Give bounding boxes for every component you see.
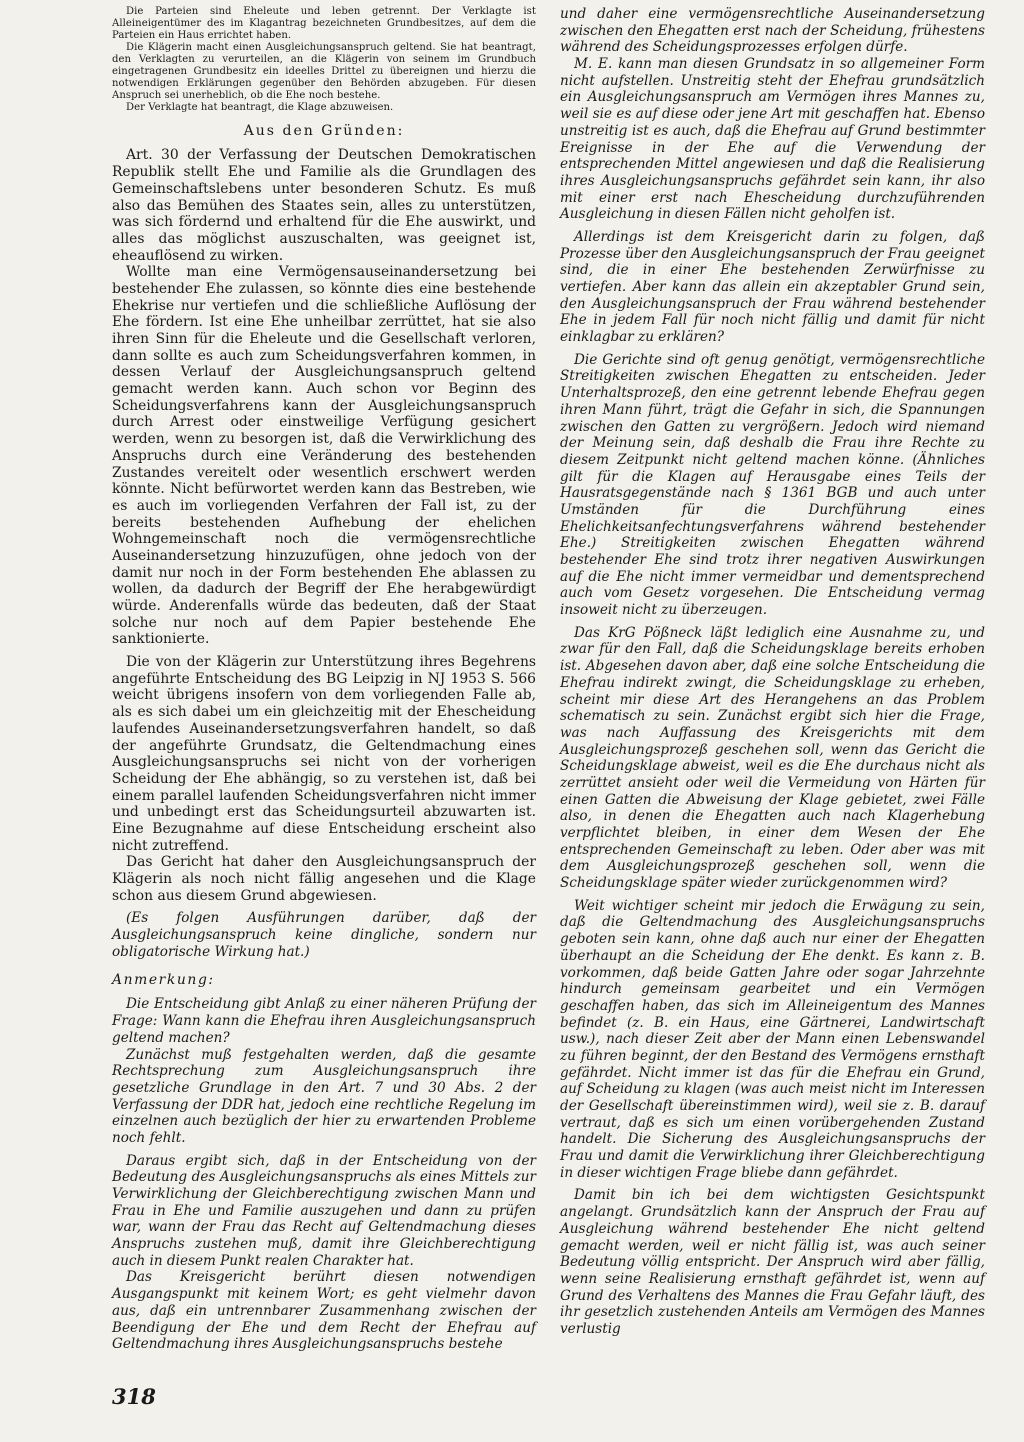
section-heading-gruende: Aus den Gründen: (243, 123, 405, 140)
annotation-paragraph: und daher eine vermögensrechtliche Auseinandersetzung zwischen den Ehegatten erst nach der Scheidung, frühestens während des Scheidungsprozesses erfolgen dürfe. (560, 6, 985, 56)
section-heading-anmerkung: Anmerkung: (112, 972, 215, 989)
annotation-text (112, 996, 536, 1352)
annotation-paragraph: Weit wichtiger scheint mir jedoch die Erwägung zu sein, daß die Geltendmachung des Ausgleichungsanspruchs geboten sein kann, ohne daß auch nur einer der Ehegatten überhaupt an die Scheidung der Ehe denkt. Es kann z. B. vorkommen, daß beide Gatten Jahre oder sogar Jahrzehnte hindurch gemeinsam gearbeitet und ein Vermögen geschaffen haben, das sich im Alleineigentum des Mannes befindet (z. B. ein Haus, eine Gärtnerei, Landwirtschaft usw.), nach dieser Zeit aber der Mann einen Lebenswandel zu führen beginnt, der den Bestand des Vermögens ernsthaft gefährdet. Nicht immer ist das für die Ehefrau ein Grund, auf Scheidung zu klagen (was auch meist nicht im Interessen der Gesellschaft übereinstimmen wird), weil sie z. B. darauf vertraut, daß es sich um einen vorübergehenden Zustand handelt. Die Sicherung des Ausgleichungsanspruchs der Frau und damit die Verwirklichung ihrer Gleichberechtigung in dieser wichtigen Frage bliebe dann gefährdet. (560, 897, 985, 1181)
annotation-paragraph: Damit bin ich bei dem wichtigsten Gesichtspunkt angelangt. Grundsätzlich kann der Anspruch der Frau auf Ausgleichung während bestehender Ehe nicht geltend gemacht werden, weil er nicht fällig ist, was auch seiner Bedeutung völlig entspricht. Der Anspruch wird aber fällig, wenn seine Realisierung ernsthaft gefährdet ist, wenn auf Grund des Verhaltens des Mannes die Frau Gefahr läuft, des ihr gesetzlich zustehenden Anteils am Vermögen des Mannes verlustig (560, 1187, 985, 1337)
body-paragraph: Die von der Klägerin zur Unterstützung ihres Begehrens angeführte Entscheidung des BG Leipzig in NJ 1953 S. 566 weicht übrigens insofern von dem vorliegenden Falle ab, als es sich dabei um ein gleichzeitig mit der Ehescheidung laufendes Auseinandersetzungsverfahren handelt, so daß der angeführte Grundsatz, die Geltendmachung eines Ausgleichungsanspruchs sei nicht von der vorherigen Scheidung der Ehe abhängig, so zu verstehen ist, daß bei einem parallel laufenden Scheidungsverfahren nicht immer und unbedingt erst das Scheidungsurteil abzuwarten ist. Eine Bezugnahme auf diese Entscheidung erscheint also nicht zutreffend. (112, 654, 536, 854)
editorial-note (112, 910, 536, 960)
body-paragraph: Wollte man eine Vermögensauseinandersetzung bei bestehender Ehe zulassen, so könnte dies eine bestehende Ehekrise nur vertiefen und die schließliche Auflösung der Ehe fördern. Ist eine Ehe unheilbar zerrüttet, hat sie also ihren Sinn für die Eheleute und die Gesellschaft verloren, dann sollte es auch zum Scheidungsverfahren kommen, in dessen Verlauf der Ausgleichungsanspruch geltend gemacht werden kann. Auch schon vor Beginn des Scheidungsverfahrens kann der Ausgleichungsanspruch durch Arrest oder einstweilige Verfügung gesichert werden, wenn zu besorgen ist, daß die Verwirklichung des Anspruchs durch eine Veränderung des bestehenden Zustandes vereitelt oder wesentlich erschwert werden könnte. Nicht befürwortet werden kann das Bestreben, wie es auch im vorliegenden Verfahren der Fall ist, zu der bereits bestehenden Aufhebung der ehelichen Wohngemeinschaft noch die vermögensrechtliche Auseinandersetzung hinzuzufügen, ohne jedoch von der damit nur noch in der Form bestehenden Ehe ablassen zu wollen, da dadurch der Begriff der Ehe herabgewürdigt würde. Anderenfalls würde das bedeuten, daß der Staat solche nur noch auf dem Papier bestehende Ehe sanktionierte. (112, 264, 536, 648)
facts-paragraph: Der Verklagte hat beantragt, die Klage abzuweisen. (126, 101, 394, 113)
annotation-paragraph: Allerdings ist dem Kreisgericht darin zu folgen, daß Prozesse über den Ausgleichungsanspruch der Frau geeignet sind, die in einer Ehe bestehenden Zerwürfnisse zu vertiefen. Aber kann das allein ein akzeptabler Grund sein, den Ausgleichungsanspruch der Frau während bestehender Ehe in jedem Fall für noch nicht fällig und damit für nicht einklagbar zu erklären? (560, 228, 985, 346)
annotation-paragraph: Die Entscheidung gibt Anlaß zu einer näheren Prüfung der Frage: Wann kann die Ehefrau ihren Ausgleichungsanspruch geltend machen? (112, 996, 536, 1046)
facts-paragraph: Die Klägerin macht einen Ausgleichungsanspruch geltend. Sie hat beantragt, den Verklagten zu verurteilen, an die Klägerin von seinem im Grundbuch eingetragenen Grundbesitz ein ideelles Drittel zu übereignen und hierzu die notwendigen Erklärungen gegenüber den Behörden abzugeben. Für diesen Anspruch sei unerheblich, ob die Ehe noch bestehe. (112, 41, 536, 101)
annotation-paragraph: Daraus ergibt sich, daß in der Entscheidung von der Bedeutung des Ausgleichungsanspruchs als eines Mittels zur Verwirklichung der Gleichberechtigung zwischen Mann und Frau in Ehe und Familie auszugehen und dann zu prüfen war, wann der Frau das Recht auf Geltendmachung dieses Anspruchs zustehen muß, damit ihre Gleichberechtigung auch in diesem Punkt realen Charakter hat. (112, 1152, 536, 1269)
page-number: 318 (112, 1384, 156, 1409)
annotation-paragraph: M. E. kann man diesen Grundsatz in so allgemeiner Form nicht aufstellen. Unstreitig steht der Ehefrau grundsätzlich ein Ausgleichungsanspruch am Vermögen ihres Mannes zu, weil sie es auf diese oder jene Art mit geschaffen hat. Ebenso unstreitig ist es auch, daß die Ehefrau auf Grund bestimmter Ereignisse in der Ehe auf die Verwendung der entsprechenden Mittel angewiesen und daß die Realisierung ihres Ausgleichungsanspruchs gefährdet sein kann, ihr also mit einer erst nach Ehescheidung durchzuführenden Ausgleichung in diesen Fällen nicht geholfen ist. (560, 56, 985, 223)
reasons-text (112, 147, 536, 904)
annotation-paragraph: Das KrG Pößneck läßt lediglich eine Ausnahme zu, und zwar für den Fall, daß die Scheidungsklage bereits erhoben ist. Abgesehen davon aber, daß eine solche Entscheidung die Ehefrau indirekt zwingt, die Scheidungsklage zu erheben, scheint mir diese Art des Herangehens an das Problem schematisch zu sein. Zunächst ergibt sich hier die Frage, was nach Auffassung des Kreisgerichts mit dem Ausgleichungsprozeß geschehen soll, wenn das Gericht die Scheidungsklage abweist, weil es die Ehe durchaus nicht als zerrüttet ansieht oder weil die Vermeidung von Härten für einen Gatten die Abweisung der Klage gebietet, zwei Fälle also, in denen die Ehegatten auch nach Klagerhebung verpflichtet bleiben, in einer dem Wesen der Ehe entsprechenden Gemeinschaft zu leben. Oder aber was mit dem Ausgleichungsprozeß geschehen soll, wenn die Scheidungsklage später wieder zurückgenommen wird? (560, 624, 985, 892)
body-paragraph: Das Gericht hat daher den Ausgleichungsanspruch der Klägerin als noch nicht fällig angesehen und die Klage schon aus diesem Grund abgewiesen. (112, 854, 536, 904)
annotation-paragraph: Zunächst muß festgehalten werden, daß die gesamte Rechtsprechung zum Ausgleichungsanspruch ihre gesetzliche Grundlage in den Art. 7 und 30 Abs. 2 der Verfassung der DDR hat, jedoch eine rechtliche Regelung im einzelnen auch bezüglich der hier zu erwartenden Probleme noch fehlt. (112, 1046, 536, 1146)
note-paragraph: (Es folgen Ausführungen darüber, daß der Ausgleichungsanspruch keine dingliche, sondern nur obligatorische Wirkung hat.) (112, 910, 536, 960)
case-facts (112, 6, 536, 113)
facts-paragraph: Die Parteien sind Eheleute und leben getrennt. Der Verklagte ist Alleineigentümer des im Klagantrag bezeichneten Grundbesitzes, auf dem die Parteien ein Haus errichtet haben. (112, 6, 536, 41)
left-column (112, 6, 536, 1353)
annotation-paragraph: Das Kreisgericht berührt diesen notwendigen Ausgangspunkt mit keinem Wort; es geht vielmehr davon aus, daß ein untrennbarer Zusammenhang zwischen der Beendigung der Ehe und dem Recht der Ehefrau auf Geltendmachung ihres Ausgleichungsanspruchs bestehe (112, 1269, 536, 1353)
annotation-paragraph: Die Gerichte sind oft genug genötigt, vermögensrechtliche Streitigkeiten zwischen Ehegatten zu entscheiden. Jeder Unterhaltsprozeß, den eine getrennt lebende Ehefrau gegen ihren Mann führt, trägt die Gefahr in sich, die Spannungen zwischen den Gatten zu vergrößern. Jedoch wird niemand der Meinung sein, daß deshalb die Frau ihre Rechte zu diesem Zeitpunkt nicht geltend machen könne. (Ähnliches gilt für die Klagen auf Herausgabe eines Teils der Hausratsgegenstände nach § 1361 BGB und auch unter Umständen für die Durchführung eines Ehelichkeitsanfechtungsverfahrens während bestehender Ehe.) Streitigkeiten zwischen Ehegatten während bestehender Ehe sind trotz ihrer negativen Auswirkungen auf die Ehe nicht immer vermeidbar und dementsprechend auch vom Gesetz vorgesehen. Die Entscheidung vermag insoweit nicht zu überzeugen. (560, 351, 985, 619)
body-paragraph: Art. 30 der Verfassung der Deutschen Demokratischen Republik stellt Ehe und Familie als die Grundlagen des Gemeinschaftslebens unter besonderen Schutz. Es muß also das Bemühen des Staates sein, alles zu unterstützen, was sich fördernd und erhaltend für die Ehe auswirkt, und alles das möglichst auszuschalten, was geeignet ist, eheauflösend zu wirken. (112, 147, 536, 264)
right-column (560, 6, 985, 1338)
